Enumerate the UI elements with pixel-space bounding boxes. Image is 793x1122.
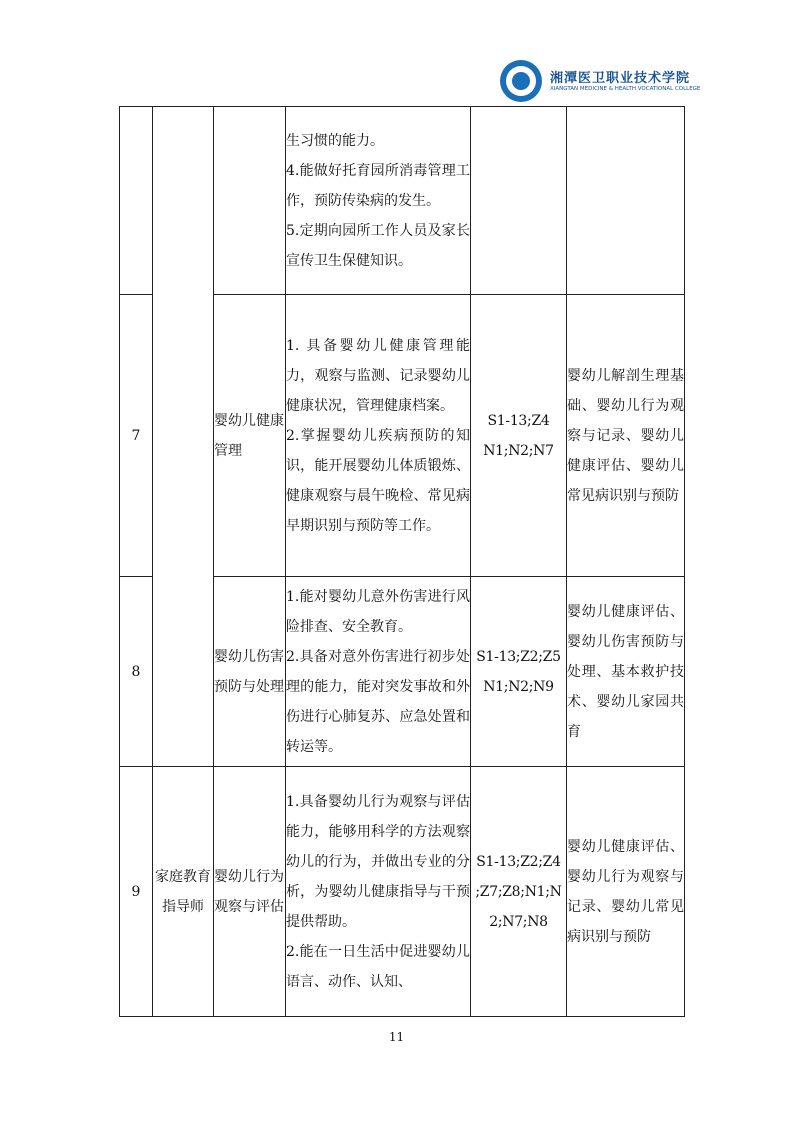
page-number: 11	[388, 1030, 405, 1044]
code-cell: S1-13;Z4 N1;N2;N7	[471, 295, 567, 577]
course-cell: 婴幼儿健康评估、婴幼儿行为观察与记录、婴幼儿常见病识别与预防	[567, 767, 685, 1017]
row-number: 7	[120, 295, 153, 577]
course-cell	[567, 107, 685, 295]
table-row	[120, 767, 685, 1017]
ability-item: 5.定期向园所工作人员及家长宣传卫生保健知识。	[286, 222, 470, 269]
task-cell	[214, 107, 286, 295]
college-name: 湘潭医卫职业技术学院	[550, 71, 691, 86]
row-number: 8	[120, 577, 153, 767]
ability-cell	[286, 577, 471, 767]
ability-item: 2.具备对意外伤害进行初步处理的能力，能对突发事故和外伤进行心肺复苏、应急处置和转运等。	[286, 648, 470, 755]
task-cell: 婴幼儿伤害预防与处理	[214, 577, 286, 767]
ability-cell	[286, 295, 471, 577]
ability-item: 4.能做好托育园所消毒管理工作，预防传染病的发生。	[286, 162, 470, 209]
ability-cell	[286, 107, 471, 295]
row-number	[120, 107, 153, 295]
ability-item: 生习惯的能力。	[286, 132, 384, 149]
course-cell: 婴幼儿健康评估、婴幼儿伤害预防与处理、基本救护技术、婴幼儿家园共育	[567, 577, 685, 767]
table-row	[120, 107, 685, 295]
ability-item: 1.能对婴幼儿意外伤害进行风险排查、安全教育。	[286, 588, 470, 635]
ability-item: 2.能在一日生活中促进婴幼儿语言、动作、认知、	[286, 943, 470, 990]
college-seal-icon	[500, 60, 542, 102]
college-name-en: XIANGTAN MEDICINE & HEALTH VOCATIONAL COLLEGE	[550, 86, 701, 92]
ability-cell	[286, 767, 471, 1017]
task-cell: 婴幼儿健康管理	[214, 295, 286, 577]
course-cell: 婴幼儿解剖生理基础、婴幼儿行为观察与记录、婴幼儿健康评估、婴幼儿常见病识别与预防	[567, 295, 685, 577]
task-cell: 婴幼儿行为观察与评估	[214, 767, 286, 1017]
ability-item: 1. 具备婴幼儿健康管理能力，观察与监测、记录婴幼儿健康状况，管理健康档案。	[286, 337, 470, 414]
post-cell	[153, 107, 214, 767]
code-cell: S1-13;Z2;Z5 N1;N2;N9	[471, 577, 567, 767]
code-cell	[471, 107, 567, 295]
curriculum-table	[119, 106, 685, 1017]
college-logo	[500, 58, 701, 104]
ability-item: 2.掌握婴幼儿疾病预防的知识，能开展婴幼儿体质锻炼、健康观察与晨午晚检、常见病早期识别与预防等工作。	[286, 427, 470, 534]
post-cell: 家庭教育指导师	[153, 767, 214, 1017]
ability-item: 1.具备婴幼儿行为观察与评估能力，能够用科学的方法观察幼儿的行为，并做出专业的分析，为婴幼儿健康指导与干预提供帮助。	[286, 793, 470, 930]
row-number: 9	[120, 767, 153, 1017]
code-cell: S1-13;Z2;Z4 ;Z7;Z8;N1;N 2;N7;N8	[471, 767, 567, 1017]
